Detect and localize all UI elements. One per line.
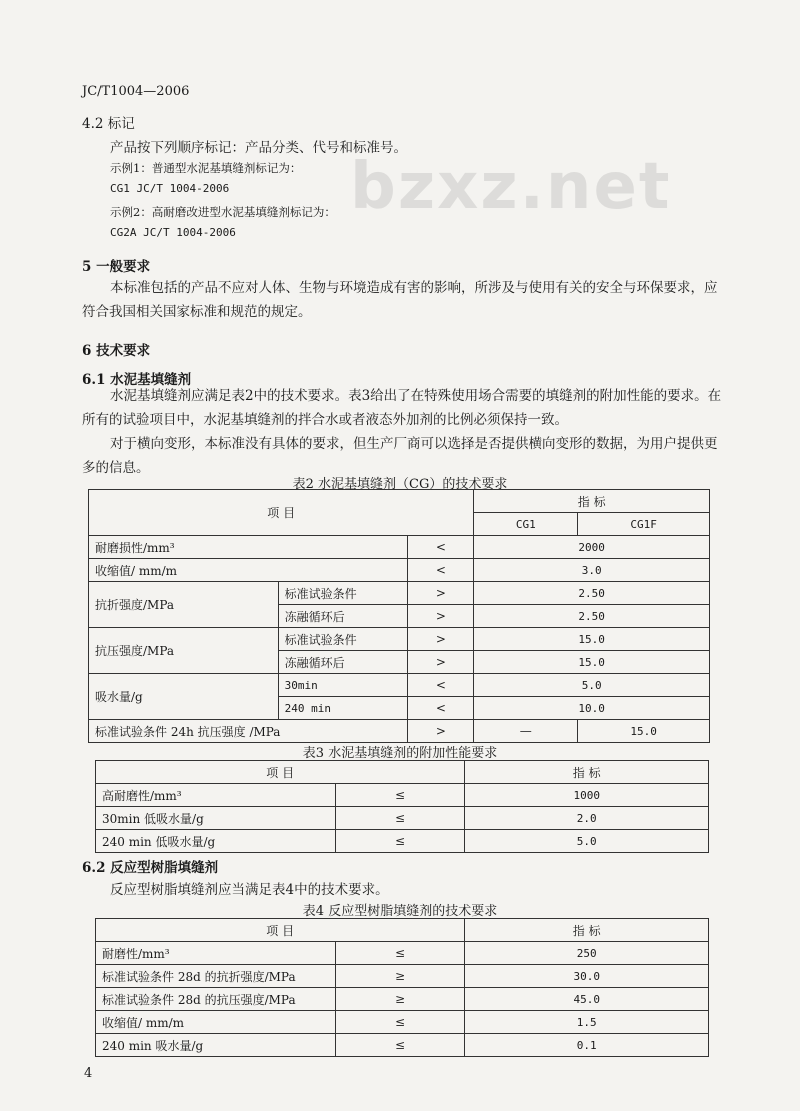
page-number: 4 [84, 1066, 93, 1081]
table-row: 吸水量/g 30min < 5.0 [89, 674, 710, 697]
sec42-code2: CG2A JC/T 1004-2006 [110, 226, 236, 239]
table-row: 收缩值/ mm/m ≤ 1.5 [96, 1011, 709, 1034]
sec61-paragraph1: 水泥基填缝剂应满足表2中的技术要求。表3给出了在特殊使用场合需要的填缝剂的附加性能的要求。在所有的试验项目中，水泥基填缝剂的拌合水或者液态外加剂的比例必须保持一致。 [82, 388, 722, 428]
table-row: 高耐磨性/mm³ ≤ 1000 [96, 784, 709, 807]
standard-number: JC/T1004—2006 [82, 84, 190, 99]
table-row: 标准试验条件 28d 的抗折强度/MPa ≥ 30.0 [96, 965, 709, 988]
table2-header-cg1: CG1 [474, 513, 578, 536]
sec61-paragraph2: 对于横向变形，本标准没有具体的要求，但生产厂商可以选择是否提供横向变形的数据，为用户提供更多的信息。 [82, 436, 718, 476]
table-row: 抗折强度/MPa 标准试验条件 > 2.50 [89, 582, 710, 605]
table3 [95, 760, 709, 853]
sec5-paragraph: 本标准包括的产品不应对人体、生物与环境造成有害的影响，所涉及与使用有关的安全与环保要求，应符合我国相关国家标准和规范的规定。 [82, 280, 718, 320]
table2 [88, 489, 710, 743]
section-6-2-heading: 6.2 反应型树脂填缝剂 [82, 860, 219, 876]
table-row: 240 min < 10.0 [89, 697, 710, 720]
sec42-example2: 示例2：高耐磨改进型水泥基填缝剂标记为： [110, 205, 336, 219]
table2-header-index: 指 标 [474, 490, 710, 513]
sec42-code1: CG1 JC/T 1004-2006 [110, 182, 230, 195]
table4-header-item: 项 目 [96, 919, 465, 942]
table2-header-item: 项 目 [89, 490, 474, 536]
watermark: bzxz.net [350, 150, 672, 224]
table-row: 标准试验条件 28d 的抗压强度/MPa ≥ 45.0 [96, 988, 709, 1011]
table-row: 收缩值/ mm/m < 3.0 [89, 559, 710, 582]
section-4-2-heading: 4.2 标记 [82, 116, 135, 132]
section-6-1-heading: 6.1 水泥基填缝剂 [82, 372, 192, 388]
table2-header-cg1f: CG1F [578, 513, 710, 536]
sec42-line1: 产品按下列顺序标记：产品分类、代号和标准号。 [110, 140, 407, 156]
section-5-heading: 5 一般要求 [82, 259, 151, 275]
table-row: 抗压强度/MPa 标准试验条件 > 15.0 [89, 628, 710, 651]
section-6-heading: 6 技术要求 [82, 343, 151, 359]
table-row: 耐磨损性/mm³ < 2000 [89, 536, 710, 559]
table-row: 冻融循环后 > 2.50 [89, 605, 710, 628]
table-row: 240 min 低吸水量/g ≤ 5.0 [96, 830, 709, 853]
table3-header-item: 项 目 [96, 761, 465, 784]
sec62-paragraph: 反应型树脂填缝剂应当满足表4中的技术要求。 [110, 882, 389, 898]
table-row: 240 min 吸水量/g ≤ 0.1 [96, 1034, 709, 1057]
table-row: 30min 低吸水量/g ≤ 2.0 [96, 807, 709, 830]
table4-caption: 表4 反应型树脂填缝剂的技术要求 [302, 904, 498, 919]
table-row: 耐磨性/mm³ ≤ 250 [96, 942, 709, 965]
table2-caption: 表2 水泥基填缝剂（CG）的技术要求 [292, 477, 508, 492]
table4 [95, 918, 709, 1057]
table3-header-index: 指 标 [465, 761, 709, 784]
table3-caption: 表3 水泥基填缝剂的附加性能要求 [302, 746, 498, 761]
table4-header-index: 指 标 [465, 919, 709, 942]
table-row: 标准试验条件 24h 抗压强度 /MPa > — 15.0 [89, 720, 710, 743]
table-row: 冻融循环后 > 15.0 [89, 651, 710, 674]
sec42-example1: 示例1：普通型水泥基填缝剂标记为： [110, 161, 302, 175]
